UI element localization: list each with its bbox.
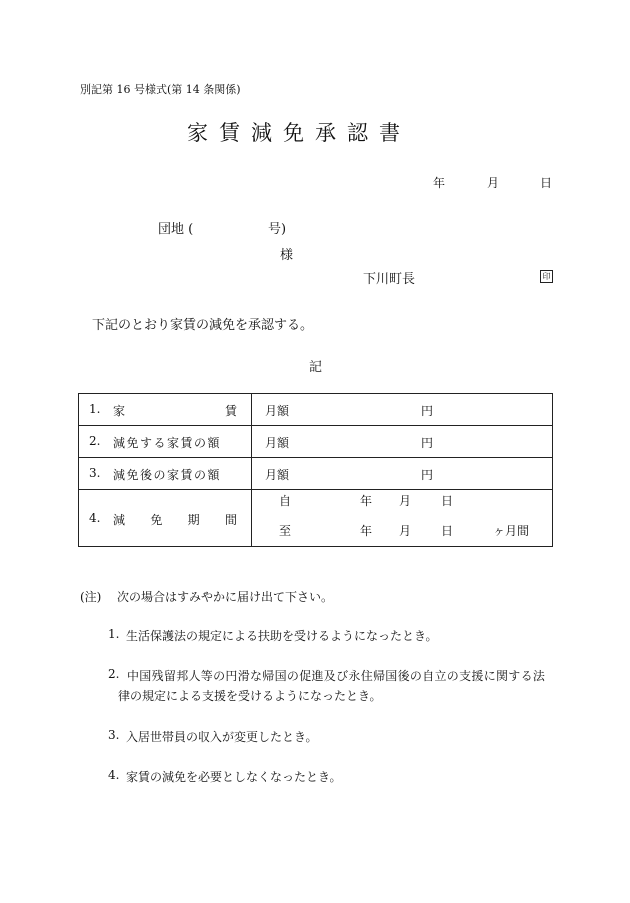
row-number: 1. [89, 402, 101, 416]
seal-mark: 印 [540, 270, 553, 283]
row-label-reduction-amount: 減免する家賃の額 [113, 436, 222, 450]
notes-label: (注) [80, 590, 102, 604]
row-label-rent-b: 賃 [225, 404, 238, 418]
period-from-year: 年 [360, 494, 373, 508]
notes-intro: 次の場合はすみやかに届け出て下さい。 [117, 590, 334, 604]
per-month-label: 月額 [265, 436, 290, 450]
table-row [79, 458, 553, 490]
row-number: 2. [89, 434, 101, 448]
yen-unit: 円 [421, 468, 434, 482]
date-month: 月 [487, 176, 500, 190]
section-mark: 記 [309, 360, 323, 375]
row-number: 3. [89, 466, 101, 480]
issuer-name: 下川町長 [363, 272, 416, 287]
period-label-char: 減 [113, 513, 126, 527]
period-to-month: 月 [399, 524, 412, 538]
yen-unit: 円 [421, 436, 434, 450]
approval-statement: 下記のとおり家賃の減免を承認する。 [92, 318, 314, 333]
estate-number-suffix: 号) [268, 222, 287, 237]
period-label-char: 免 [150, 513, 163, 527]
note-number: 3. [108, 728, 120, 742]
note-number: 4. [108, 768, 120, 782]
period-from-day: 日 [441, 494, 454, 508]
period-from-label: 自 [279, 494, 292, 508]
table-row [79, 426, 553, 458]
honorific: 様 [280, 248, 294, 263]
period-to-day: 日 [441, 524, 454, 538]
period-to-label: 至 [279, 524, 292, 538]
date-day: 日 [540, 176, 553, 190]
note-item-text: 中国残留邦人等の円滑な帰国の促進及び永住帰国後の自立の支援に関する法 [127, 669, 546, 683]
note-item-text: 入居世帯員の収入が変更したとき。 [126, 730, 318, 744]
form-reference: 別記第 16 号様式(第 14 条関係) [80, 83, 241, 96]
per-month-label: 月額 [265, 404, 290, 418]
note-item-text-continued: 律の規定による支援を受けるようになったとき。 [118, 689, 382, 703]
document-title: 家賃減免承認書 [187, 121, 411, 145]
date-year: 年 [433, 176, 446, 190]
row-label-rent-a: 家 [113, 404, 126, 418]
table-row [79, 490, 553, 547]
per-month-label: 月額 [265, 468, 290, 482]
estate-label: 団地 ( [158, 222, 194, 237]
note-number: 1. [108, 627, 120, 641]
period-label-char: 間 [224, 513, 237, 527]
period-label-char: 期 [187, 513, 200, 527]
note-number: 2. [108, 667, 120, 681]
note-item-text: 家賃の減免を必要としなくなったとき。 [126, 770, 342, 784]
row-label-reduction-period [113, 511, 237, 528]
row-number: 4. [89, 511, 101, 525]
note-item-text: 生活保護法の規定による扶助を受けるようになったとき。 [126, 629, 438, 643]
row-label-rent-after-reduction: 減免後の家賃の額 [113, 468, 222, 482]
reduction-table [78, 393, 553, 547]
yen-unit: 円 [421, 404, 434, 418]
period-to-year: 年 [360, 524, 373, 538]
period-months: ヶ月間 [493, 524, 530, 538]
period-from-month: 月 [399, 494, 412, 508]
table-row [79, 394, 553, 426]
